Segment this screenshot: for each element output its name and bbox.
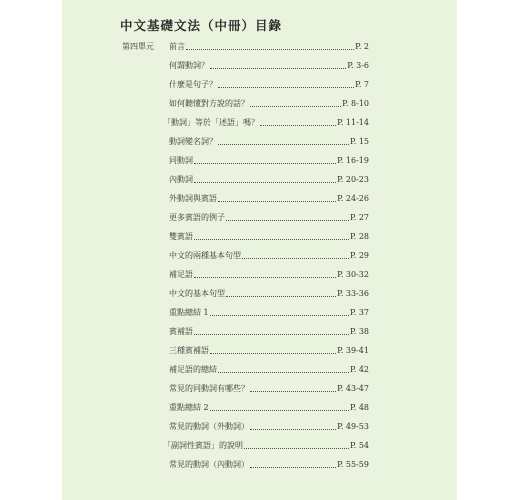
toc-entry-title: 更多賓語的例子 xyxy=(169,213,225,222)
dot-leader xyxy=(242,257,349,259)
dot-leader xyxy=(194,238,349,240)
dot-leader xyxy=(260,124,336,126)
toc-entry xyxy=(169,98,369,110)
toc-entry xyxy=(169,60,369,72)
toc-entry xyxy=(169,136,369,148)
toc-entry-page: P. 42 xyxy=(349,365,369,374)
toc-entry-page: P. 39-41 xyxy=(337,346,369,355)
dot-leader xyxy=(210,314,349,316)
toc-entry xyxy=(169,364,369,376)
toc-entry xyxy=(169,459,369,471)
toc-entry-title: 動詞變名詞？ xyxy=(169,137,217,146)
toc-entry xyxy=(169,79,369,91)
toc-entry-title: 重點總結 2 xyxy=(169,403,209,412)
toc-entry-title: 補足語 xyxy=(169,270,193,279)
toc-entry-title: 何謂動詞？ xyxy=(169,61,209,70)
dot-leader xyxy=(218,143,349,145)
toc-entry-page: P. 55-59 xyxy=(337,460,369,469)
toc-entry-title: 雙賓語 xyxy=(169,232,193,241)
toc-entry xyxy=(169,193,369,205)
dot-leader xyxy=(194,162,336,164)
toc-entry xyxy=(169,41,369,53)
toc-entry-title: 「動詞」等於「述語」嗎？ xyxy=(163,118,259,127)
dot-leader xyxy=(218,86,354,88)
toc-entry-title: 如何聽懂對方說的話？ xyxy=(169,99,249,108)
toc-entry xyxy=(169,269,369,281)
dot-leader xyxy=(186,48,354,50)
dot-leader xyxy=(218,371,349,373)
toc-entry-page: P. 48 xyxy=(349,403,369,412)
toc-entry-page: P. 29 xyxy=(349,251,369,260)
dot-leader xyxy=(210,67,346,69)
toc-entry-title: 什麼是句子？ xyxy=(169,80,217,89)
dot-leader xyxy=(250,466,336,468)
toc-entry xyxy=(169,174,369,186)
toc-entry-title: 前言 xyxy=(169,42,185,51)
toc-entry xyxy=(169,383,369,395)
toc-entry-title: 賓補語 xyxy=(169,327,193,336)
toc-entry xyxy=(169,288,369,300)
toc-entry-title: 三種賓補語 xyxy=(169,346,209,355)
toc-entry xyxy=(163,440,369,452)
dot-leader xyxy=(226,219,349,221)
toc-entry-page: P. 43-47 xyxy=(337,384,369,393)
toc-entry-page: P. 11-14 xyxy=(337,118,369,127)
toc-entry xyxy=(169,155,369,167)
toc-entry-page: P. 49-53 xyxy=(337,422,369,431)
toc-entry-page: P. 15 xyxy=(349,137,369,146)
toc-entry-title: 常見的同動詞有哪些？ xyxy=(169,384,249,393)
toc-entry-title: 同動詞 xyxy=(169,156,193,165)
toc-entry-page: P. 24-26 xyxy=(337,194,369,203)
toc-entry-page: P. 20-23 xyxy=(337,175,369,184)
toc-entry xyxy=(169,231,369,243)
dot-leader xyxy=(250,428,336,430)
toc-entry xyxy=(169,421,369,433)
toc-entry-page: P. 28 xyxy=(349,232,369,241)
toc-entry-title: 補足語的總結 xyxy=(169,365,217,374)
dot-leader xyxy=(210,352,336,354)
toc-entry xyxy=(163,117,369,129)
toc-entry-page: P. 16-19 xyxy=(337,156,369,165)
toc-entry xyxy=(169,250,369,262)
toc-entry-title: 常見的動詞（內動詞） xyxy=(169,460,249,469)
dot-leader xyxy=(226,295,336,297)
dot-leader xyxy=(194,181,336,183)
toc-entry-title: 常見的動詞（外動詞） xyxy=(169,422,249,431)
dot-leader xyxy=(210,409,349,411)
toc-entry-title: 內動詞 xyxy=(169,175,193,184)
toc-entry-page: P. 8-10 xyxy=(342,99,369,108)
toc-entry xyxy=(169,326,369,338)
dot-leader xyxy=(218,200,336,202)
dot-leader xyxy=(194,276,336,278)
toc-entry xyxy=(169,212,369,224)
toc-entry-title: 外動詞與賓語 xyxy=(169,194,217,203)
toc-entry-page: P. 54 xyxy=(349,441,369,450)
dot-leader xyxy=(250,390,336,392)
toc-entry-page: P. 2 xyxy=(355,42,369,51)
dot-leader xyxy=(250,105,341,107)
toc-entry-title: 重點總結 1 xyxy=(169,308,209,317)
toc-entry-page: P. 7 xyxy=(355,80,369,89)
toc-entry-title: 中文的兩種基本句型 xyxy=(169,251,241,260)
toc-entry-page: P. 30-32 xyxy=(337,270,369,279)
toc-entry-title: 「副詞性賓語」的說明 xyxy=(163,441,243,450)
toc-entry-page: P. 27 xyxy=(349,213,369,222)
toc-entry xyxy=(169,345,369,357)
toc-entry-title: 中文的基本句型 xyxy=(169,289,225,298)
toc-entry-page: P. 37 xyxy=(349,308,369,317)
toc-entry-page: P. 33-36 xyxy=(337,289,369,298)
document-page xyxy=(62,0,457,500)
page-title: 中文基礎文法（中冊）目錄 xyxy=(120,18,283,33)
toc-entry xyxy=(169,307,369,319)
toc-entry-page: P. 3-6 xyxy=(347,61,369,70)
toc-entry xyxy=(169,402,369,414)
dot-leader xyxy=(244,447,349,449)
dot-leader xyxy=(194,333,349,335)
toc-entry-page: P. 38 xyxy=(349,327,369,336)
unit-label: 第四單元 xyxy=(122,42,154,51)
